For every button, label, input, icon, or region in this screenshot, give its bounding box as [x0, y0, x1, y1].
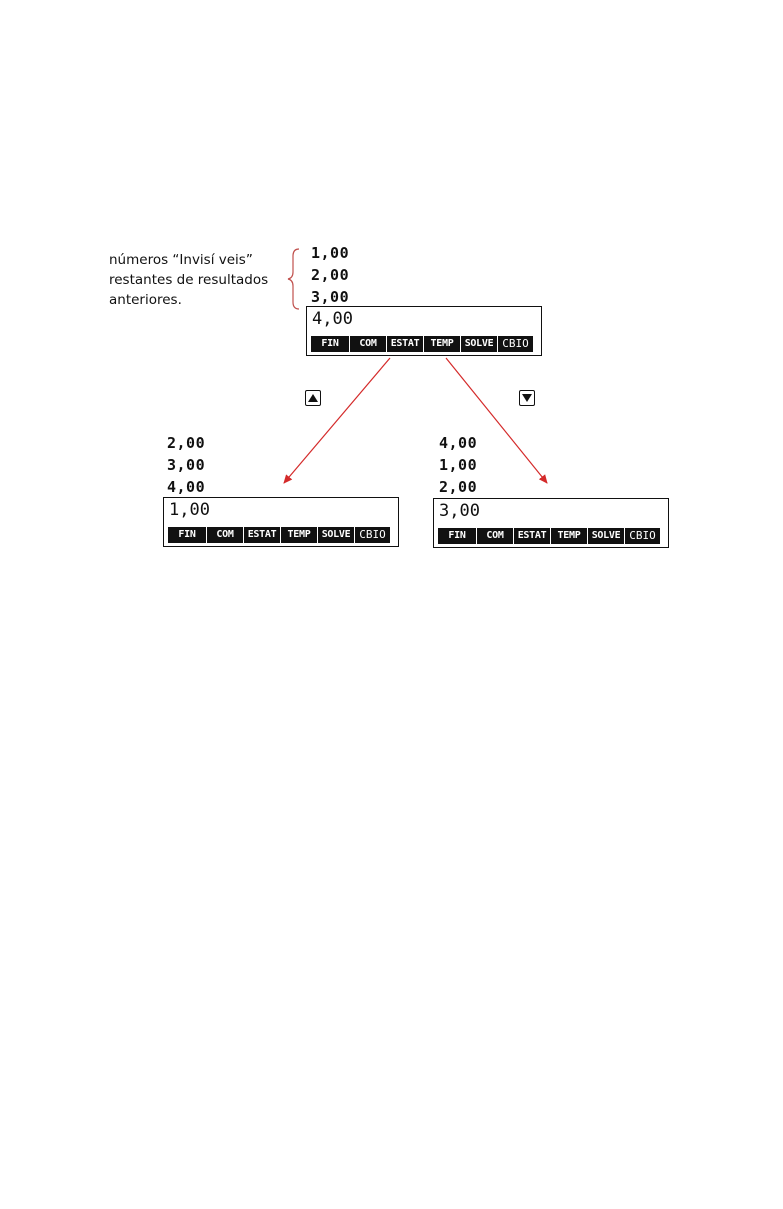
triangle-up-icon: [307, 392, 319, 404]
menu-temp: TEMP: [281, 527, 317, 543]
down-arrow-key: [519, 390, 535, 406]
stack-line: 3,00: [167, 456, 206, 474]
menu-com: COM: [477, 528, 513, 544]
stack-line: 4,00: [439, 434, 478, 452]
note-line-2: restantes de resultados: [109, 272, 269, 288]
menu-bar: [438, 528, 660, 544]
display-value: 1,00: [169, 500, 210, 520]
note-line-3: anteriores.: [109, 292, 182, 308]
stack-line: 1,00: [311, 244, 350, 262]
top-calculator-display: [306, 306, 542, 356]
menu-fin: FIN: [168, 527, 206, 543]
right-calculator-display: [433, 498, 669, 548]
right-stack: [439, 432, 477, 498]
note-line-1: números “Invisí veis”: [109, 252, 253, 268]
brace-bracket: [288, 249, 299, 309]
menu-bar: [168, 527, 390, 543]
menu-cbio: CBIO: [625, 528, 660, 544]
menu-estat: ESTAT: [387, 336, 423, 352]
menu-com: COM: [207, 527, 243, 543]
display-value: 4,00: [312, 309, 353, 329]
menu-solve: SOLVE: [461, 336, 497, 352]
menu-temp: TEMP: [551, 528, 587, 544]
up-arrow-key: [305, 390, 321, 406]
stack-line: 1,00: [439, 456, 478, 474]
menu-bar: [311, 336, 533, 352]
menu-temp: TEMP: [424, 336, 460, 352]
triangle-down-icon: [521, 392, 533, 404]
menu-fin: FIN: [438, 528, 476, 544]
left-calculator-display: [163, 497, 399, 547]
stack-line: 4,00: [167, 478, 206, 496]
menu-solve: SOLVE: [318, 527, 354, 543]
menu-estat: ESTAT: [244, 527, 280, 543]
menu-cbio: CBIO: [498, 336, 533, 352]
display-value: 3,00: [439, 501, 480, 521]
stack-line: 2,00: [167, 434, 206, 452]
menu-fin: FIN: [311, 336, 349, 352]
left-stack: [167, 432, 205, 498]
stack-line: 2,00: [439, 478, 478, 496]
top-stack: [311, 242, 349, 308]
stack-line: 2,00: [311, 266, 350, 284]
menu-com: COM: [350, 336, 386, 352]
arrow-to-left: [284, 358, 390, 483]
stack-line: 3,00: [311, 288, 350, 306]
menu-cbio: CBIO: [355, 527, 390, 543]
menu-solve: SOLVE: [588, 528, 624, 544]
menu-estat: ESTAT: [514, 528, 550, 544]
